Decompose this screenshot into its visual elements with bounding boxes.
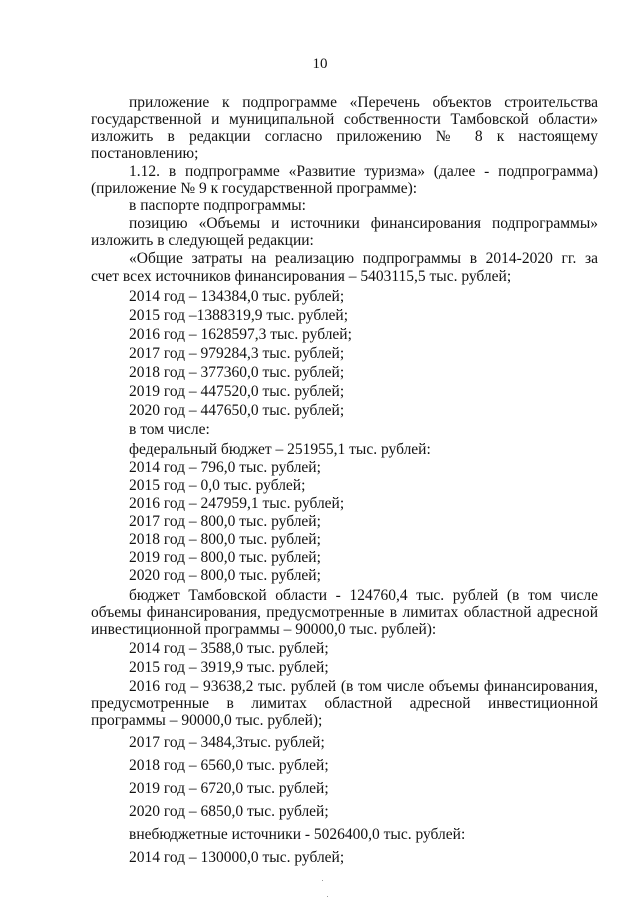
text-line: 2019 год – 6720,0 тыс. рублей; <box>129 780 329 797</box>
text-line: бюджет Тамбовской области - 124760,4 тыс. рублей (в том числе <box>129 587 598 604</box>
text-line: 2015 год – 3919,9 тыс. рублей; <box>129 659 329 676</box>
text-line: внебюджетные источники - 5026400,0 тыс. рублей: <box>129 826 466 843</box>
scan-speck <box>327 896 328 897</box>
text-line: программы – 90000,0 тыс. рублей); <box>91 712 323 729</box>
text-line: 2015 год – 0,0 тыс. рублей; <box>129 477 306 494</box>
text-line: изложить в следующей редакции: <box>91 232 314 249</box>
text-line: позицию «Объемы и источники финансирования подпрограммы» <box>129 215 598 232</box>
text-line: 2016 год – 1628597,3 тыс. рублей; <box>129 326 352 343</box>
text-line: 1.12. в подпрограмме «Развитие туризма» (далее - подпрограмма) <box>129 163 598 180</box>
text-line: постановлению; <box>91 145 199 162</box>
text-line: 2017 год – 3484,3тыс. рублей; <box>129 734 325 751</box>
text-line: «Общие затраты на реализацию подпрограммы в 2014-2020 гг. за <box>129 250 598 267</box>
text-line: (приложение № 9 к государственной программе): <box>91 180 418 197</box>
text-line: 2018 год – 800,0 тыс. рублей; <box>129 531 321 548</box>
text-line: 2014 год – 130000,0 тыс. рублей; <box>129 849 345 866</box>
text-line: инвестиционной программы – 90000,0 тыс. рублей): <box>91 621 437 638</box>
text-line: объемы финансирования, предусмотренные в лимитах областной адресной <box>91 604 598 621</box>
text-line: 2019 год – 447520,0 тыс. рублей; <box>129 383 345 400</box>
text-line: 2014 год – 796,0 тыс. рублей; <box>129 459 321 476</box>
text-line: 2015 год –1388319,9 тыс. рублей; <box>129 307 349 324</box>
text-line: 2019 год – 800,0 тыс. рублей; <box>129 549 321 566</box>
text-line: 2014 год – 134384,0 тыс. рублей; <box>129 288 345 305</box>
text-line: 2020 год – 800,0 тыс. рублей; <box>129 567 321 584</box>
scan-speck <box>322 880 323 881</box>
text-line: изложить в редакции согласно приложению № 8 к настоящему <box>91 128 598 145</box>
text-line: 2016 год – 93638,2 тыс. рублей (в том числе объемы финансирования, <box>129 678 598 695</box>
text-line: приложение к подпрограмме «Перечень объектов строительства <box>129 94 598 111</box>
text-line: 2017 год – 979284,3 тыс. рублей; <box>129 345 345 362</box>
text-line: 2017 год – 800,0 тыс. рублей; <box>129 513 321 530</box>
page-number: 10 <box>312 56 328 72</box>
text-line: 2018 год – 6560,0 тыс. рублей; <box>129 757 329 774</box>
text-line: в том числе: <box>129 421 210 438</box>
text-line: 2018 год – 377360,0 тыс. рублей; <box>129 364 345 381</box>
text-line: 2016 год – 247959,1 тыс. рублей; <box>129 495 345 512</box>
text-line: федеральный бюджет – 251955,1 тыс. рублей: <box>129 441 431 458</box>
text-line: 2020 год – 447650,0 тыс. рублей; <box>129 402 345 419</box>
text-line: государственной и муниципальной собственности Тамбовской области» <box>91 111 598 128</box>
text-line: предусмотренные в лимитах областной адресной инвестиционной <box>91 695 598 712</box>
text-line: 2020 год – 6850,0 тыс. рублей; <box>129 803 329 820</box>
text-line: в паспорте подпрограммы: <box>129 197 306 214</box>
text-line: счет всех источников финансирования – 5403115,5 тыс. рублей; <box>91 268 512 285</box>
text-line: 2014 год – 3588,0 тыс. рублей; <box>129 640 329 657</box>
